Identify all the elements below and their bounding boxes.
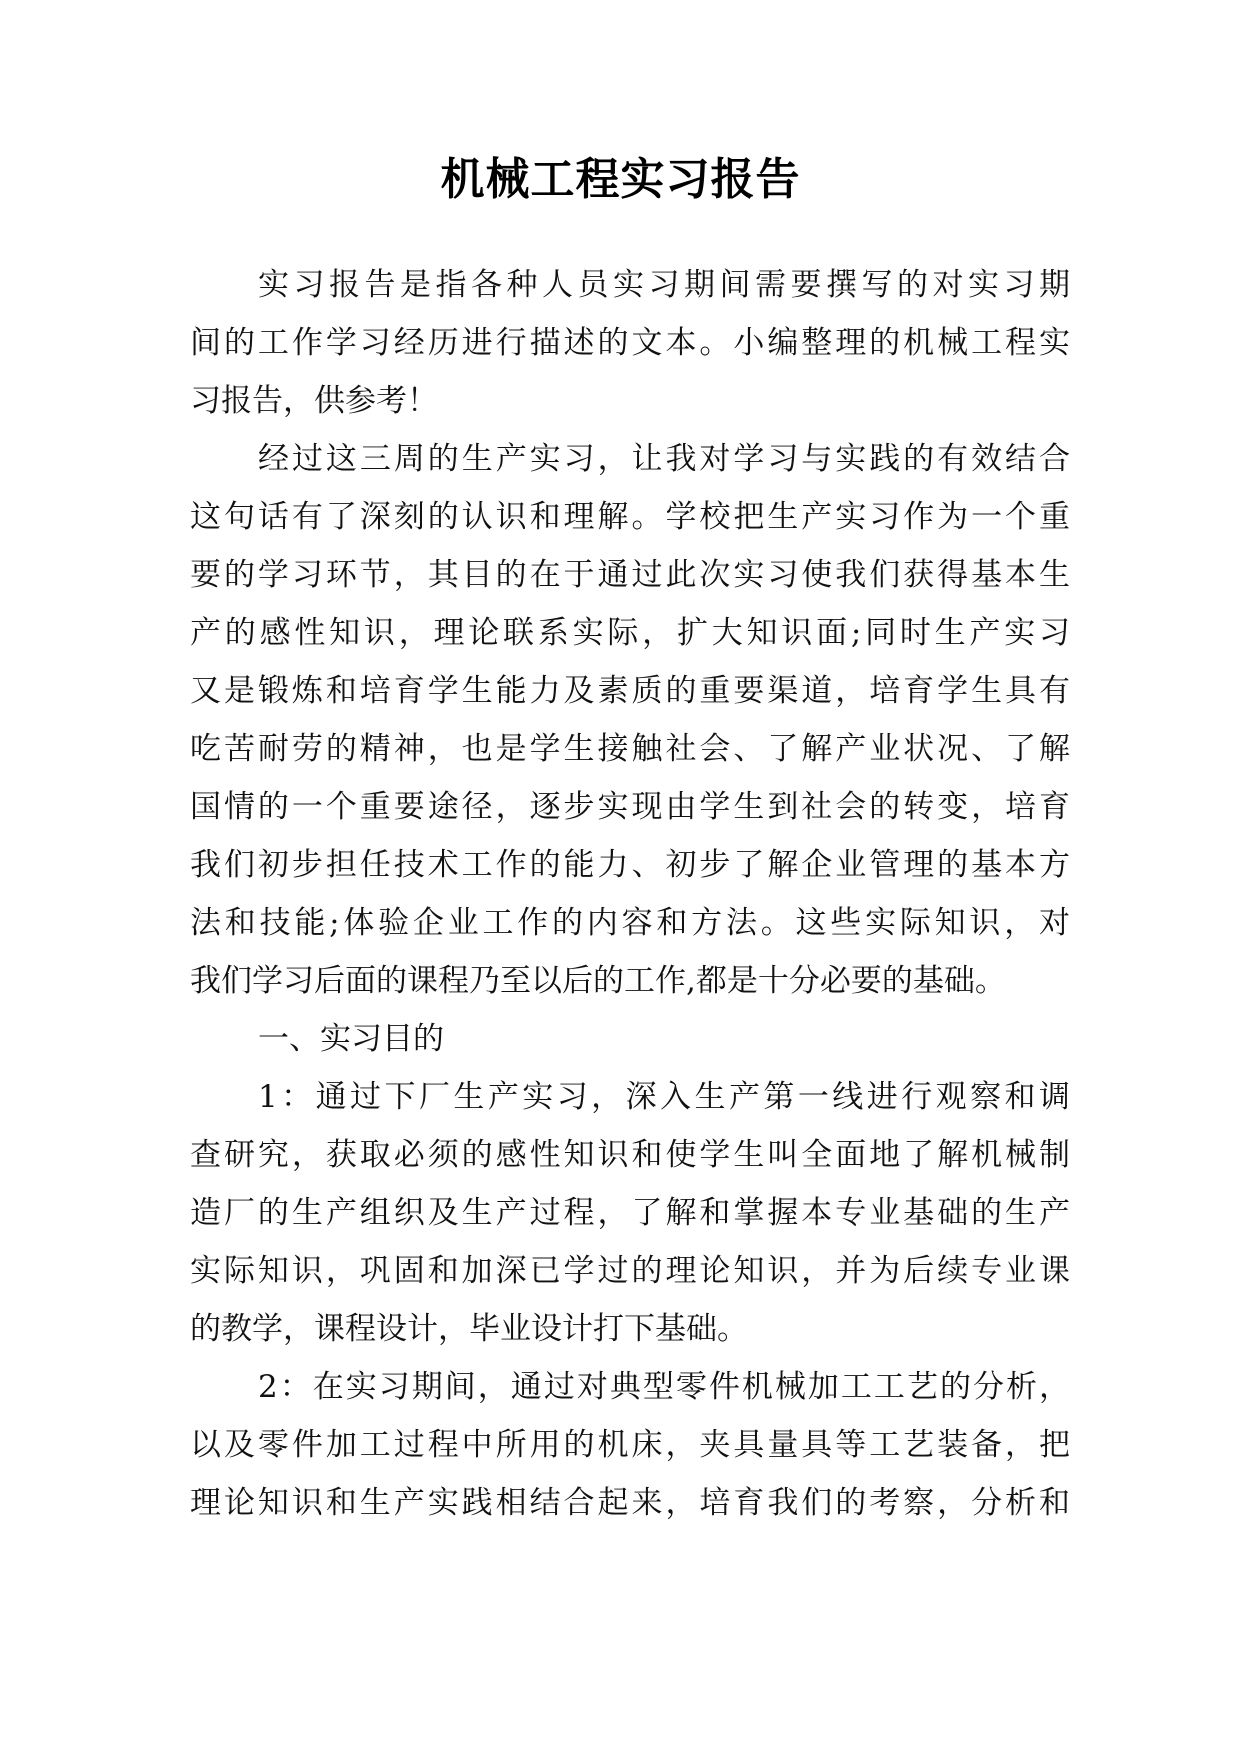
text-line: 国情的一个重要途径，逐步实现由学生到社会的转变，培育 <box>190 789 1070 825</box>
text-line: 我们初步担任技术工作的能力、初步了解企业管理的基本方 <box>190 847 1070 883</box>
text-line: 间的工作学习经历进行描述的文本。小编整理的机械工程实 <box>190 325 1070 361</box>
text-line: 法和技能;体验企业工作的内容和方法。这些实际知识，对 <box>190 905 1070 941</box>
paragraph-purpose-2 <box>190 1358 1070 1532</box>
text-line: 1：通过下厂生产实习，深入生产第一线进行观察和调 <box>258 1079 1070 1115</box>
text-line: 吃苦耐劳的精神，也是学生接触社会、了解产业状况、了解 <box>190 731 1070 767</box>
text-line: 以及零件加工过程中所用的机床，夹具量具等工艺装备，把 <box>190 1427 1070 1463</box>
section-heading: 一、实习目的 <box>258 1021 444 1057</box>
section-heading-purpose <box>190 1010 1070 1068</box>
text-line: 查研究，获取必须的感性知识和使学生叫全面地了解机械制 <box>190 1137 1070 1173</box>
document-body <box>190 256 1070 1532</box>
paragraph-purpose-1 <box>190 1068 1070 1358</box>
text-line: 这句话有了深刻的认识和理解。学校把生产实习作为一个重 <box>190 499 1070 535</box>
text-line: 习报告，供参考！ <box>190 383 438 419</box>
text-line: 实际知识，巩固和加深已学过的理论知识，并为后续专业课 <box>190 1253 1070 1289</box>
text-line: 我们学习后面的课程乃至以后的工作,都是十分必要的基础。 <box>190 963 1006 999</box>
text-line: 理论知识和生产实践相结合起来，培育我们的考察，分析和 <box>190 1485 1070 1521</box>
paragraph-intro <box>190 256 1070 430</box>
text-line: 产的感性知识，理论联系实际，扩大知识面;同时生产实习 <box>190 615 1070 651</box>
text-line: 的教学，课程设计，毕业设计打下基础。 <box>190 1311 748 1347</box>
text-line: 又是锻炼和培育学生能力及素质的重要渠道，培育学生具有 <box>190 673 1070 709</box>
text-line: 经过这三周的生产实习，让我对学习与实践的有效结合 <box>258 441 1070 477</box>
paragraph-summary <box>190 430 1070 1010</box>
text-line: 实习报告是指各种人员实习期间需要撰写的对实习期 <box>258 267 1070 303</box>
text-line: 要的学习环节，其目的在于通过此次实习使我们获得基本生 <box>190 557 1070 593</box>
text-line: 2：在实习期间，通过对典型零件机械加工工艺的分析， <box>258 1369 1070 1405</box>
document-title: 机械工程实习报告 <box>440 154 801 205</box>
text-line: 造厂的生产组织及生产过程，了解和掌握本专业基础的生产 <box>190 1195 1070 1231</box>
